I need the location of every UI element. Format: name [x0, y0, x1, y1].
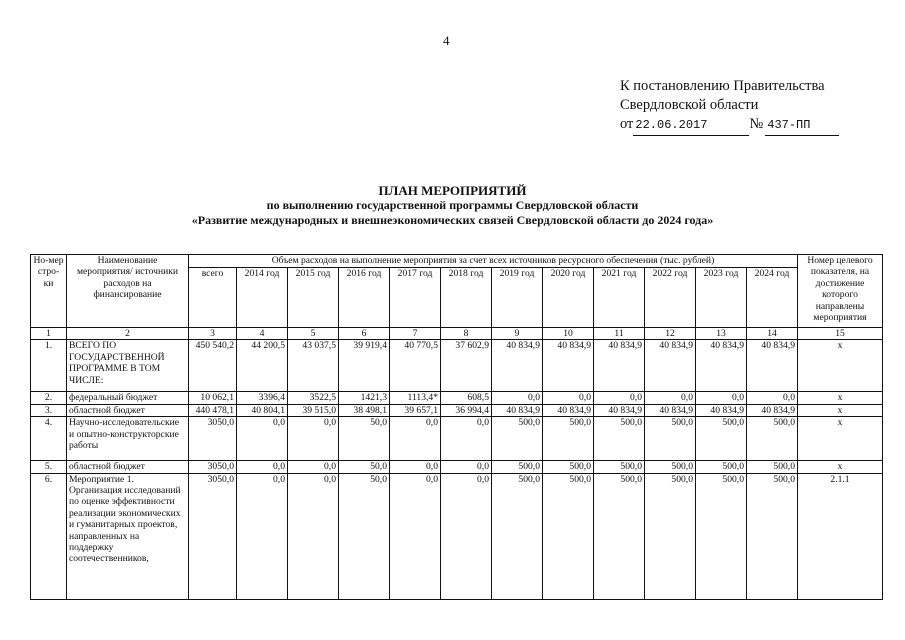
row-number-cell: 2.	[31, 392, 67, 404]
value-cell: 40 834,9	[594, 340, 645, 392]
title-line-2: по выполнению государственной программы Свердловской области	[266, 198, 639, 212]
header-year: 2021 год	[594, 268, 645, 328]
decree-number: 437-ПП	[765, 116, 839, 136]
value-cell: 0,0	[594, 392, 645, 404]
value-cell: 40 834,9	[594, 404, 645, 416]
table-row	[31, 461, 883, 473]
value-cell: 10 062,1	[189, 392, 237, 404]
row-number-cell: 1.	[31, 340, 67, 392]
value-cell: 36 994,4	[441, 404, 492, 416]
value-cell: 39 515,0	[288, 404, 339, 416]
column-index: 6	[339, 328, 390, 340]
header-row-number: Но-мер стро-ки	[31, 255, 67, 328]
header-year: 2020 год	[543, 268, 594, 328]
decree-date-line	[620, 115, 839, 136]
value-cell: 0,0	[543, 392, 594, 404]
value-cell: 1113,4*	[390, 392, 441, 404]
value-cell: 40 834,9	[645, 404, 696, 416]
row-number-cell: 4.	[31, 417, 67, 461]
header-year: всего	[189, 268, 237, 328]
row-name-cell: федеральный бюджет	[67, 392, 189, 404]
value-cell: 0,0	[237, 473, 288, 599]
value-cell: 450 540,2	[189, 340, 237, 392]
page-number: 4	[443, 33, 450, 48]
value-cell: 39 919,4	[339, 340, 390, 392]
column-index: 2	[67, 328, 189, 340]
header-year: 2018 год	[441, 268, 492, 328]
value-cell: 3396,4	[237, 392, 288, 404]
column-index: 5	[288, 328, 339, 340]
value-cell: 500,0	[543, 461, 594, 473]
value-cell: 608,5	[441, 392, 492, 404]
value-cell: 40 834,9	[492, 340, 543, 392]
value-cell: 3522,5	[288, 392, 339, 404]
value-cell: 0,0	[492, 392, 543, 404]
table-row	[31, 404, 883, 416]
value-cell: 0,0	[288, 473, 339, 599]
value-cell: 500,0	[645, 473, 696, 599]
value-cell: 500,0	[594, 473, 645, 599]
value-cell: 50,0	[339, 473, 390, 599]
value-cell: 500,0	[747, 473, 798, 599]
value-cell: 40 834,9	[645, 340, 696, 392]
value-cell: 37 602,9	[441, 340, 492, 392]
value-cell: 500,0	[645, 417, 696, 461]
value-cell: 1421,3	[339, 392, 390, 404]
header-year: 2019 год	[492, 268, 543, 328]
table-row	[31, 417, 883, 461]
value-cell: 40 834,9	[696, 404, 747, 416]
value-cell: 44 200,5	[237, 340, 288, 392]
column-index: 11	[594, 328, 645, 340]
value-cell: 3050,0	[189, 461, 237, 473]
row-name-cell: ВСЕГО ПО ГОСУДАРСТВЕННОЙ ПРОГРАММЕ В ТОМ ЧИСЛЕ:	[67, 340, 189, 392]
value-cell: 0,0	[237, 417, 288, 461]
table-row	[31, 473, 883, 599]
target-cell: 2.1.1	[798, 473, 883, 599]
header-year: 2014 год	[237, 268, 288, 328]
target-cell: х	[798, 461, 883, 473]
value-cell: 500,0	[645, 461, 696, 473]
value-cell: 500,0	[747, 417, 798, 461]
row-number-cell: 6.	[31, 473, 67, 599]
value-cell: 40 834,9	[747, 404, 798, 416]
value-cell: 0,0	[390, 461, 441, 473]
value-cell: 500,0	[696, 473, 747, 599]
value-cell: 500,0	[594, 461, 645, 473]
header-target: Номер целевого показателя, на достижение которого направлены мероприятия	[798, 255, 883, 328]
value-cell: 0,0	[696, 392, 747, 404]
header-expenses-group: Объем расходов на выполнение мероприятия за счет всех источников ресурсного обеспечения (тыс. рублей)	[189, 255, 798, 268]
value-cell: 500,0	[747, 461, 798, 473]
column-index: 3	[189, 328, 237, 340]
value-cell: 50,0	[339, 417, 390, 461]
value-cell: 40 770,5	[390, 340, 441, 392]
row-name-cell: Научно-исследовательские и опытно-конструкторские работы	[67, 417, 189, 461]
value-cell: 500,0	[696, 461, 747, 473]
target-cell: х	[798, 417, 883, 461]
row-name-cell: областной бюджет	[67, 461, 189, 473]
row-number-cell: 3.	[31, 404, 67, 416]
column-index: 1	[31, 328, 67, 340]
value-cell: 40 834,9	[543, 404, 594, 416]
value-cell: 500,0	[696, 417, 747, 461]
value-cell: 0,0	[237, 461, 288, 473]
value-cell: 3050,0	[189, 473, 237, 599]
value-cell: 500,0	[492, 417, 543, 461]
value-cell: 0,0	[441, 461, 492, 473]
value-cell: 0,0	[390, 417, 441, 461]
value-cell: 500,0	[492, 461, 543, 473]
target-cell: х	[798, 404, 883, 416]
column-index: 10	[543, 328, 594, 340]
row-number-cell: 5.	[31, 461, 67, 473]
value-cell: 40 834,9	[696, 340, 747, 392]
decree-line-2: Свердловской области	[620, 97, 759, 113]
value-cell: 40 834,9	[747, 340, 798, 392]
value-cell: 0,0	[645, 392, 696, 404]
column-index: 4	[237, 328, 288, 340]
value-cell: 500,0	[543, 473, 594, 599]
plan-table	[30, 254, 883, 600]
value-cell: 40 834,9	[492, 404, 543, 416]
decree-reference	[620, 77, 839, 136]
column-index: 9	[492, 328, 543, 340]
row-name-cell: Мероприятие 1. Организация исследований по оценке эффективности реализации экономических и гуманитарных проектов, направленных на поддержку соотечественников,	[67, 473, 189, 599]
value-cell: 50,0	[339, 461, 390, 473]
value-cell: 0,0	[288, 417, 339, 461]
header-year: 2017 год	[390, 268, 441, 328]
decree-date: 22.06.2017	[633, 116, 749, 136]
decree-line-1: К постановлению Правительства	[620, 78, 825, 94]
column-index: 15	[798, 328, 883, 340]
column-index: 13	[696, 328, 747, 340]
value-cell: 0,0	[390, 473, 441, 599]
value-cell: 500,0	[492, 473, 543, 599]
target-cell: х	[798, 340, 883, 392]
value-cell: 500,0	[543, 417, 594, 461]
table-row	[31, 340, 883, 392]
title-line-1: ПЛАН МЕРОПРИЯТИЙ	[378, 183, 527, 198]
decree-number-label: №	[749, 116, 764, 132]
value-cell: 3050,0	[189, 417, 237, 461]
value-cell: 500,0	[594, 417, 645, 461]
header-year: 2024 год	[747, 268, 798, 328]
value-cell: 0,0	[747, 392, 798, 404]
header-year: 2016 год	[339, 268, 390, 328]
row-name-cell: областной бюджет	[67, 404, 189, 416]
table-row	[31, 392, 883, 404]
header-name: Наименование мероприятия/ источники расходов на финансирование	[67, 255, 189, 328]
header-year: 2023 год	[696, 268, 747, 328]
target-cell: х	[798, 392, 883, 404]
column-index: 12	[645, 328, 696, 340]
decree-from-label: от	[620, 116, 634, 132]
value-cell: 38 498,1	[339, 404, 390, 416]
value-cell: 440 478,1	[189, 404, 237, 416]
value-cell: 0,0	[441, 473, 492, 599]
value-cell: 0,0	[288, 461, 339, 473]
column-index-row	[31, 328, 883, 340]
header-year: 2022 год	[645, 268, 696, 328]
plan-table-body	[31, 328, 883, 600]
header-year: 2015 год	[288, 268, 339, 328]
title-line-3: «Развитие международных и внешнеэкономических связей Свердловской области до 2024 года»	[191, 213, 714, 227]
column-index: 7	[390, 328, 441, 340]
value-cell: 40 804,1	[237, 404, 288, 416]
document-title	[0, 183, 905, 228]
value-cell: 43 037,5	[288, 340, 339, 392]
column-index: 8	[441, 328, 492, 340]
value-cell: 0,0	[441, 417, 492, 461]
value-cell: 39 657,1	[390, 404, 441, 416]
value-cell: 40 834,9	[543, 340, 594, 392]
column-index: 14	[747, 328, 798, 340]
